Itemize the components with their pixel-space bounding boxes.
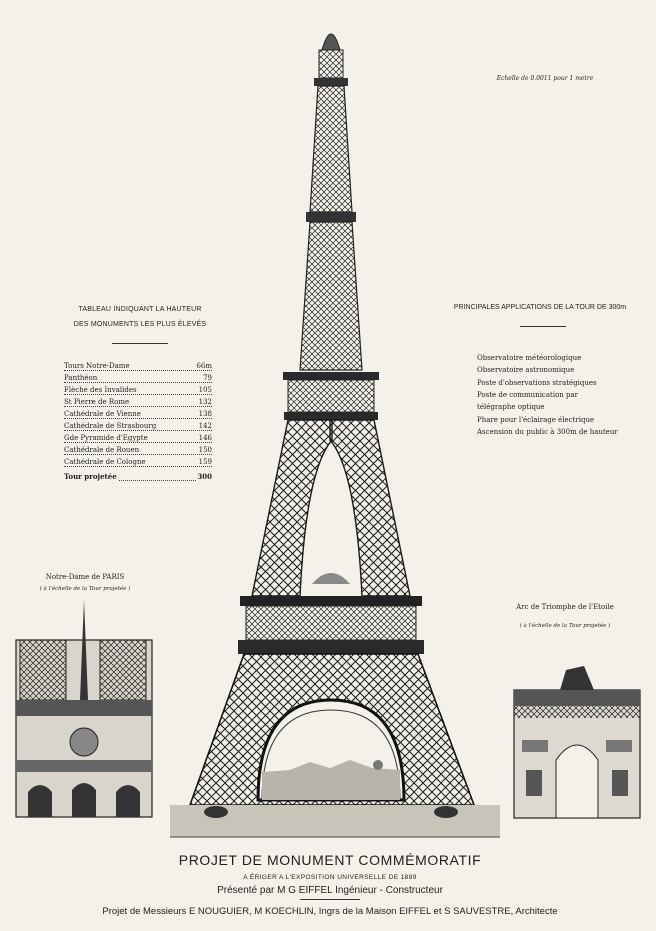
- main-title: PROJET DE MONUMENT COMMÉMORATIF: [178, 852, 482, 868]
- table-row: Flèche des Invalides 105: [64, 386, 212, 394]
- heights-table-title-line1: TABLEAU INDIQUANT LA HAUTEUR: [78, 306, 202, 313]
- application-item: Ascension du public à 300m de hauteur: [477, 428, 618, 436]
- main-subtitle: A ÉRIGER A L'EXPOSITION UNIVERSELLE DE 1889: [243, 874, 417, 881]
- table-row: Cathédrale de Vienne 138: [64, 410, 212, 418]
- table-row-total: Tour projetée 300: [64, 472, 212, 481]
- notre-dame-title: Notre-Dame de PARIS: [45, 573, 125, 581]
- arc-subtitle: ( à l'échelle de la Tour projetée ): [519, 623, 611, 629]
- arc-de-triomphe-illustration: [514, 666, 640, 818]
- application-item: Observatoire météorologique: [477, 354, 582, 362]
- application-item: télégraphe optique: [477, 403, 545, 411]
- table-row: Cathédrale de Strasbourg 142: [64, 422, 212, 430]
- scale-note: Echelle de 0.0011 pour 1 metre: [496, 75, 594, 82]
- heights-table-title-line2: DES MONUMENTS LES PLUS ÉLEVÉS: [73, 321, 207, 328]
- footer-divider: [300, 899, 360, 900]
- applications-divider: [520, 326, 566, 327]
- table-row: Cathédrale de Cologne 159: [64, 458, 212, 466]
- project-credits: Projet de Messieurs E NOUGUIER, M KOECHLIN, Ingrs de la Maison EIFFEL et S SAUVESTRE, Architecte: [102, 906, 558, 917]
- application-item: Phare pour l'éclairage électrique: [477, 416, 595, 424]
- application-item: Poste de communication par: [477, 391, 579, 399]
- heights-table-title: [50, 302, 230, 332]
- application-item: Observatoire astronomique: [477, 366, 575, 374]
- table-divider: [112, 343, 168, 344]
- applications-title: PRINCIPALES APPLICATIONS DE LA TOUR DE 300m: [453, 304, 627, 311]
- notre-dame-subtitle: ( à l'échelle de la Tour projetée ): [39, 586, 131, 592]
- table-row: Panthéon 79: [64, 374, 212, 382]
- table-row: Cathédrale de Rouen 150: [64, 446, 212, 454]
- application-item: Poste d'observations stratégiques: [477, 379, 597, 387]
- table-row: Gde Pyramide d'Egypte 146: [64, 434, 212, 442]
- presented-by: Présenté par M G EIFFEL Ingénieur - Constructeur: [217, 885, 443, 896]
- notre-dame-illustration: [16, 600, 152, 817]
- table-row: St Pierre de Rome 132: [64, 398, 212, 406]
- arc-title: Arc de Triomphe de l'Etoile: [516, 603, 614, 611]
- table-row: Tours Notre-Dame 66m: [64, 362, 212, 370]
